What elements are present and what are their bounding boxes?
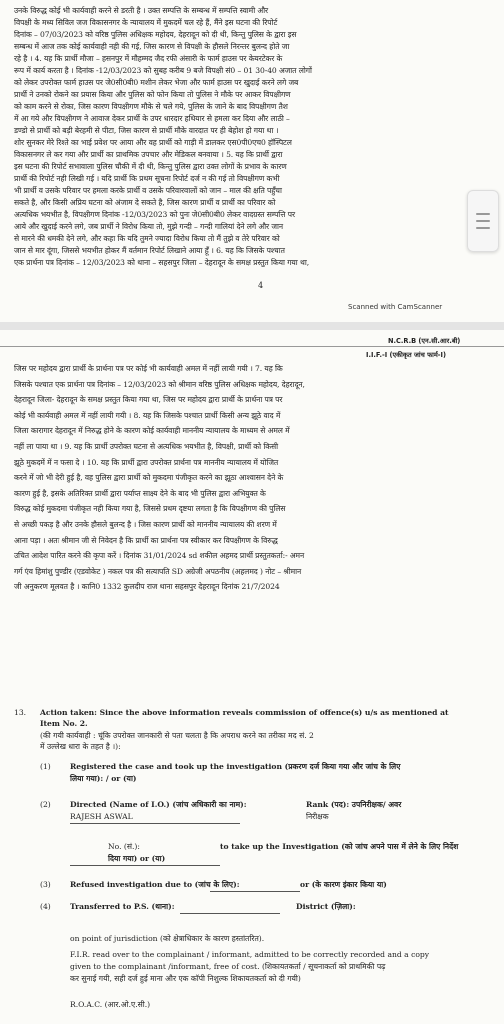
item-4-district: District (ज़िला): (296, 902, 356, 911)
document-page-1 (0, 0, 504, 322)
text-line: से मारने की धमकी देने लगे, और कहा कि यदि तुमने ज्यादा विरोध किया तो मैं तुझे व तेरे परिवार को (14, 234, 280, 243)
page-separator (0, 322, 504, 330)
header-rule (0, 346, 504, 347)
form-blank-line (210, 891, 300, 892)
item-4-number: (4) (40, 902, 51, 911)
scanner-watermark: Scanned with CamScanner (348, 303, 443, 311)
io-name: RAJESH ASWAL (70, 812, 133, 821)
action-heading-hi: (की गयी कार्यवाही : चूंकि उपरोक्त जानकारी से पता चलता है कि अपराध करने का तरीका मद सं. 2 (40, 731, 314, 740)
page-number: 4 (258, 281, 264, 290)
rank-value: निरीक्षक (306, 812, 329, 821)
item-3-text: Refused investigation due to (जांच के लिए): (70, 880, 240, 889)
text-line: शोर सुनकर मेरे रिश्ते का भाई प्रवेश पर आया और वह प्रार्थी को गाड़ी में डालकर एस0पी0एच0 हॉस्पिटल (14, 138, 292, 147)
item-2-number: (2) (40, 800, 51, 809)
text-line: डण्डो से प्रार्थी को बड़ी बेरहमी से पीटा, जिस कारण से प्रार्थी मौके वारदात पर ही बेहोश हो गया था । (14, 126, 279, 135)
menu-lines-icon (476, 220, 490, 222)
text-line: को काम करने से रोका, जिस कारण विपक्षीगण मौके से चले गये, पुलिस के जाने के बाद विपक्षीगण तैश (14, 102, 288, 111)
text-line: करने में जो भी देरी हुई है, वह पुलिस द्वारा प्रार्थी को मुकदमा पंजीकृत करने का झूठा आश्वासन देने के (14, 473, 284, 483)
menu-lines-icon (476, 213, 490, 215)
text-line: जिस पर महोदय द्वारा प्रार्थी के प्रार्थना पत्र पर कोई भी कार्यवाही अमल में नहीं लायी गयी । 7. यह कि (14, 364, 283, 373)
item-1-number: (1) (40, 762, 51, 771)
item-3-reason: or (के कारण इंकार किया या) (300, 880, 387, 889)
form-blank-line (180, 913, 280, 914)
action-number: 13. (14, 708, 27, 717)
item-1-text-2: लिया गया): / or (या) (70, 774, 137, 783)
scroll-handle-button[interactable] (467, 190, 499, 252)
text-line: गर्ग एंव हिमांशु पुण्डीर (एडवोकेट ) नकल पत्र की सत्यापति SD अग्रेजी अपठनीय (अहलमद ) नोट – श्रीमान (14, 566, 302, 576)
text-line: भी प्रार्थी व उसके परिवार पर हमला करके प्रार्थी व उसके परिवारवालों को जान – माल की क्षति पहुँचा (14, 186, 282, 195)
text-line: अत्यधिक भयभीत है, विपक्षीगण दिनांक -12/03/2023 को पुनः जे0सी0बी0 लेकर वादग्रस्त सम्पत्ति पर (14, 210, 295, 219)
text-line: उनके विरुद्ध कोई भी कार्यवाही करने से डरती है । उक्त सम्पत्ति के सम्बन्ध में सम्पत्ति स्वामी और (14, 6, 269, 15)
text-line: उचित आदेश पारित करने की कृपा करें । दिनांक 31/01/2024 sd शकील अहमद प्रार्थी प्रस्तुतकर्ता:- अमन (14, 551, 305, 561)
text-line: इस घटना की रिपोर्ट सभावाला पुलिस चौकी में दी थी, किन्तु पुलिस द्वारा उक्त लोगों के प्रभाव के कारण (14, 162, 287, 171)
text-line: सकते है, और किसी अप्रिय घटना को अंजाम दे सकते है, जिस कारण प्रार्थी व प्रार्थी का परिवार को (14, 198, 276, 207)
fir-statement-en: F.I.R. read over to the complainant / informant, admitted to be correctly recorded and a copy (70, 950, 430, 959)
text-line: जिला कारागार देहरादून में निरुद्ध होने के कारण कोई कार्यवाही माननीय न्यायालय के माध्यम से अमल में (14, 426, 290, 436)
document-page-2 (0, 330, 504, 1024)
fir-statement-hi: कर सुनाई गयी, सही दर्ज हुई माना और एक कॉपी निशुल्क शिकायतकर्ता को दी गयी) (70, 974, 301, 983)
item-2-no: No. (सं.): (108, 842, 140, 851)
text-line: से अच्छी पकड़ है और उनके हौसले बुलन्द है । जिस कारण प्रार्थी को माननीय न्यायालय की शरण में (14, 520, 277, 529)
text-line: प्रार्थी की रिपोर्ट नही लिखी गई । यदि प्रार्थी कि प्रथम सूचना रिपोर्ट दर्ज न की गई तो विपक्षीगण कभी (14, 174, 280, 183)
form-blank-line (70, 865, 220, 866)
item-2-takeup: to take up the Investigation (को जांच अपने पास में लेने के लिए निर्देश (220, 842, 459, 851)
item-2-takeup-2: दिया गया) or (या) (108, 854, 166, 863)
text-line: जिसके पश्चात एक प्रार्थना पत्र दिनांक – 12/03/2023 को श्रीमान वरिष्ठ पुलिस अधिक्षक महोदय, देहरादून, (14, 379, 305, 389)
text-line: विपक्षी के मध्य सिविल जज विकासनगर के न्यायालय में मुकदमें चल रहे हैं, मैंने इस घटना की रिपोर्ट (14, 18, 278, 27)
item-1-text: Registered the case and took up the investigation (प्रकरण दर्ज किया गया और जांच के लिए (70, 762, 401, 771)
text-line: दिनांक – 07/03/2023 को वरिष्ठ पुलिस अधिक्षक महोदय, देहरादून को दी थी, किन्तु पुलिस के द्वारा इस (14, 30, 297, 39)
action-heading-en: Action taken: Since the above information reveals commission of offence(s) u/s as mentioned at (40, 708, 449, 717)
text-line: विरुद्ध कोई मुकदमा पंजीकृत नही किया गया है, जिससे प्रथम दृष्टया लगता है कि विपक्षीगण की पुलिस (14, 504, 286, 514)
rank-label: Rank (पद): उपनिरीक्षक/ अवर (306, 800, 402, 809)
menu-lines-icon (476, 227, 490, 229)
jurisdiction-note: on point of jurisdiction (को क्षेत्राधिकार के कारण हस्तांतरित). (70, 934, 265, 943)
form-blank-line (70, 823, 240, 824)
text-line: विकासनगर ले कर गया और प्रार्थी का प्राथमिक उपचार और मेडिकल बनवाया । 5. यह कि प्रार्थी द्वारा (14, 150, 283, 159)
text-line: रहे है । 4. यह कि प्रार्थी मौजा – हसनपुर में मौहम्मद जैद रफी अंसारी के फार्म हाउस पर केयरटेकर के (14, 54, 283, 63)
item-2-label: Directed (Name of I.O.) (जांच अधिकारी का नाम): (70, 800, 247, 809)
text-line: रूप में कार्य करता है । दिनांक -12/03/2023 को सुबह करीब 9 बजे विपक्षी सं0 – 01 30-40 अजात लोगों (14, 66, 312, 75)
text-line: में आ गये और विपक्षीगण ने आवाज देकर प्रार्थी के उपर धारदार हथियार से हमला कर दिया और लाठी – (14, 114, 290, 123)
text-line: एक प्रार्थना पत्र दिनांक – 12/03/2023 को थाना – सहसपुर जिला – देहरादून के समक्ष प्रस्तुत किया गया था, (14, 258, 310, 267)
text-line: को लेकर उपरोक्त फार्म हाउस पर जे0सी0बी0 मशीन लेकर भेजा और फार्म हाउस पर खुदाई करने लगे जब (14, 78, 299, 87)
text-line: जान से मार दूंगा, जिससे भयभीत होकर मैं वर्तमान रिपोर्ट लिखाने आया हूँ । 6. यह कि जिसके पश्चात (14, 246, 285, 255)
text-line: नहीं ला पाया था । 9. यह कि प्रार्थी उपरोक्त घटना से अत्यधिक भयभीत है, विपक्षी, प्रार्थी को किसी (14, 442, 279, 451)
ncrb-header: N.C.R.B (एन.सी.आर.बी) (388, 337, 461, 345)
text-line: देहरादून जिला- देहरादून के समक्ष प्रस्तुत किया गया था, जिस पर महोदय द्वारा प्रार्थी के प्रार्थना पत्र पर (14, 395, 283, 405)
action-heading-en-2: Item No. 2. (40, 719, 88, 728)
text-line: कोई भी कार्यवाही अमल में नहीं लायी गयी । 8. यह कि जिसके पश्चात प्रार्थी किसी अन्य झूठे वाद में (14, 410, 281, 420)
text-line: झूठे मुकदमें में न फसा दे । 10. यह कि प्रार्थी द्वारा उपरोक्त प्रार्थना पत्र माननीय न्यायालय में योजित (14, 457, 279, 467)
item-4-text: Transferred to P.S. (थाना): (70, 902, 175, 911)
text-line: सम्बन्ध में आज तक कोई कार्यवाही नही की गई, जिस कारण से विपक्षी के हौसले निरन्तर बुलन्द होते जा (14, 42, 290, 51)
text-line: कारण हुई है, इसके अतिरिक्त प्रार्थी द्वारा पर्याप्त साक्ष्य देने के बाद भी पुलिस द्वारा अभियुक्त के (14, 488, 266, 498)
action-heading-hi-2: में उल्लेख धारा के तहत है ।): (40, 742, 121, 751)
fir-statement-en-2: given to the complainant /informant, free of cost. (शिकायतकर्ता / सूचनाकर्ता को प्राथमिकी पढ़ (70, 962, 386, 971)
item-3-number: (3) (40, 880, 51, 889)
text-line: आना पड़ा । अतः श्रीमान जी से निवेदन है कि प्रार्थी का प्रार्थना पत्र स्वीकार कर विपक्षीगण के विरुद्ध (14, 535, 278, 545)
roac-label: R.O.A.C. (आर.ओ.ए.सी.) (70, 1000, 151, 1009)
text-line: आये और खुदाई करने लगे, जब प्रार्थी ने विरोध किया तो, मुझे गन्दी – गन्दी गालियां देने लगे और जान (14, 222, 283, 231)
text-line: जी अनुकरण मूलवत है । कानि0 1332 कुलदीप राज थाना सहसपुर देहरादून दिनांक 21/7/2024 (14, 582, 280, 592)
text-line: प्रार्थी ने उनको रोकने का प्रयास किया और पुलिस को फोन किया तो पुलिस ने मौके पर आकर विपक्षीगण (14, 90, 291, 99)
form-reference: I.I.F.-I (एकीकृत जांच फार्म-I) (366, 351, 447, 359)
